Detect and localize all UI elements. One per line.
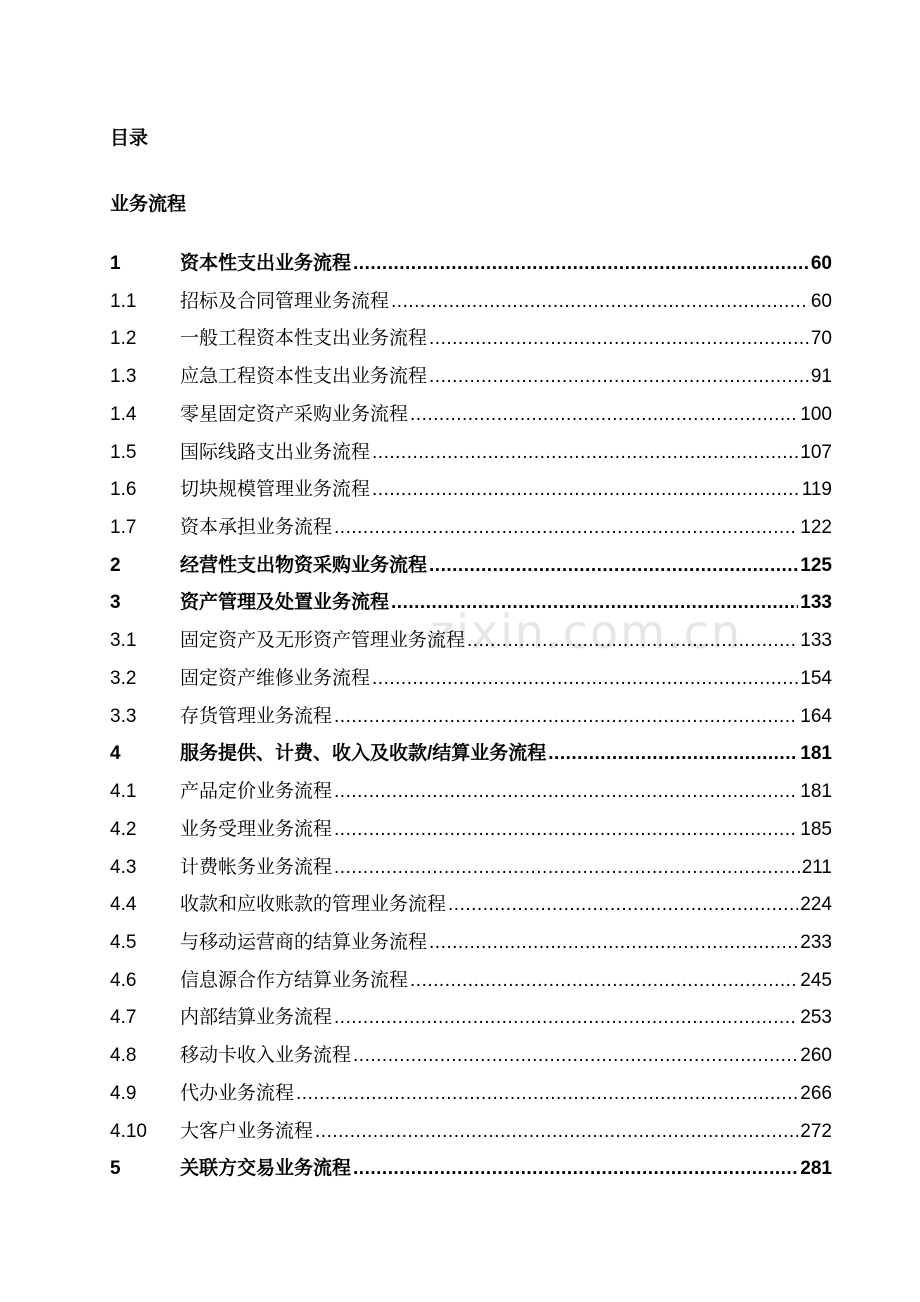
toc-leader-dots bbox=[391, 283, 809, 321]
toc-entry[interactable] bbox=[110, 396, 832, 434]
toc-entry-label: 国际线路支出业务流程 bbox=[180, 441, 371, 463]
toc-entry-label: 资本性支出业务流程 bbox=[180, 253, 352, 274]
toc-entry-page-number: 125 bbox=[800, 554, 832, 576]
toc-entry-page-number: 181 bbox=[800, 743, 832, 765]
toc-leader-dots bbox=[548, 735, 798, 773]
toc-entry-label: 信息源合作方结算业务流程 bbox=[180, 969, 409, 991]
toc-entry-label: 业务受理业务流程 bbox=[180, 818, 333, 840]
toc-entry-page-number: 60 bbox=[810, 253, 832, 274]
toc-entry[interactable] bbox=[110, 886, 832, 924]
toc-leader-dots bbox=[410, 396, 798, 434]
toc-entry-label: 产品定价业务流程 bbox=[180, 781, 333, 803]
toc-entry[interactable] bbox=[110, 811, 832, 849]
toc-entry-label: 招标及合同管理业务流程 bbox=[180, 290, 390, 312]
toc-leader-dots bbox=[334, 509, 798, 547]
toc-entry-number: 4.6 bbox=[110, 969, 137, 991]
toc-entry-page-number: 185 bbox=[800, 818, 832, 840]
toc-entry[interactable] bbox=[110, 320, 832, 358]
toc-entry-page-number: 266 bbox=[800, 1082, 832, 1104]
toc-entry-label: 零星固定资产采购业务流程 bbox=[180, 403, 409, 425]
toc-leader-dots bbox=[334, 999, 798, 1037]
toc-entry-label: 经营性支出物资采购业务流程 bbox=[180, 554, 428, 576]
toc-entry[interactable] bbox=[110, 735, 832, 773]
toc-entry[interactable] bbox=[110, 849, 832, 887]
toc-entry-label: 计费帐务业务流程 bbox=[180, 856, 333, 878]
toc-entry-label: 固定资产及无形资产管理业务流程 bbox=[180, 630, 466, 652]
toc-entry-label: 收款和应收账款的管理业务流程 bbox=[180, 894, 447, 916]
toc-entry-page-number: 253 bbox=[800, 1007, 832, 1029]
toc-entry[interactable] bbox=[110, 1037, 832, 1075]
toc-entry-number: 4.5 bbox=[110, 931, 137, 953]
toc-leader-dots bbox=[353, 1150, 798, 1188]
toc-entry[interactable] bbox=[110, 660, 832, 698]
toc-entry-number: 4 bbox=[110, 743, 121, 765]
toc-leader-dots bbox=[448, 886, 798, 924]
toc-entry-page-number: 260 bbox=[800, 1045, 832, 1067]
toc-entry-label: 移动卡收入业务流程 bbox=[180, 1045, 352, 1067]
toc-entry[interactable] bbox=[110, 283, 832, 321]
toc-entry-page-number: 122 bbox=[800, 517, 832, 539]
toc-entry-page-number: 91 bbox=[810, 366, 832, 388]
toc-entry[interactable] bbox=[110, 924, 832, 962]
toc-entry-page-number: 224 bbox=[800, 894, 832, 916]
toc-leader-dots bbox=[334, 849, 800, 887]
toc-entry-label: 代办业务流程 bbox=[180, 1082, 295, 1104]
toc-entry-number: 4.10 bbox=[110, 1120, 147, 1142]
watermark: zixin.com.cn bbox=[430, 605, 743, 659]
toc-leader-dots bbox=[429, 547, 798, 585]
section-title: 业务流程 bbox=[110, 194, 187, 215]
toc-entry-number: 3.3 bbox=[110, 705, 137, 727]
toc-leader-dots bbox=[372, 434, 798, 472]
toc-leader-dots bbox=[315, 1113, 798, 1151]
toc-entry-number: 1 bbox=[110, 253, 121, 274]
toc-leader-dots bbox=[429, 924, 798, 962]
toc-entry-number: 1.1 bbox=[110, 290, 137, 312]
toc-entry-label: 资本承担业务流程 bbox=[180, 517, 333, 539]
toc-entry-number: 1.4 bbox=[110, 403, 137, 425]
toc-entry-label: 存货管理业务流程 bbox=[180, 705, 333, 727]
toc-entry-number: 3.1 bbox=[110, 630, 137, 652]
toc-entry-number: 4.8 bbox=[110, 1045, 137, 1067]
toc-entry[interactable] bbox=[110, 245, 832, 283]
toc-entry-label: 与移动运营商的结算业务流程 bbox=[180, 931, 428, 953]
toc-entry-number: 3 bbox=[110, 592, 121, 614]
toc-entry-number: 4.7 bbox=[110, 1007, 137, 1029]
toc-entry[interactable] bbox=[110, 1150, 832, 1188]
toc-entry-number: 4.9 bbox=[110, 1082, 137, 1104]
toc-leader-dots bbox=[353, 1037, 798, 1075]
toc-entry-label: 服务提供、计费、收入及收款/结算业务流程 bbox=[180, 743, 547, 765]
toc-entry-page-number: 211 bbox=[801, 856, 832, 878]
toc-entry-page-number: 107 bbox=[800, 441, 832, 463]
toc-entry-page-number: 281 bbox=[800, 1158, 832, 1180]
toc-entry[interactable] bbox=[110, 622, 832, 660]
toc-entry-page-number: 60 bbox=[810, 290, 832, 312]
toc-entry-label: 固定资产维修业务流程 bbox=[180, 667, 371, 689]
toc-leader-dots bbox=[372, 471, 800, 509]
toc-entry[interactable] bbox=[110, 434, 832, 472]
toc-entry-number: 4.1 bbox=[110, 781, 137, 803]
toc-leader-dots bbox=[353, 245, 809, 283]
toc-entry[interactable] bbox=[110, 698, 832, 736]
toc-leader-dots bbox=[429, 320, 809, 358]
toc-entry-number: 4.3 bbox=[110, 856, 137, 878]
toc-entry[interactable] bbox=[110, 1075, 832, 1113]
toc-entry-page-number: 133 bbox=[800, 592, 832, 614]
toc-entry-label: 切块规模管理业务流程 bbox=[180, 479, 371, 501]
toc-entry[interactable] bbox=[110, 773, 832, 811]
toc-entry[interactable] bbox=[110, 1113, 832, 1151]
toc-title: 目录 bbox=[110, 128, 149, 149]
toc-leader-dots bbox=[429, 358, 809, 396]
toc-entry-label: 资产管理及处置业务流程 bbox=[180, 592, 390, 614]
toc-entry-label: 关联方交易业务流程 bbox=[180, 1158, 352, 1180]
toc-entry-page-number: 164 bbox=[800, 705, 832, 727]
toc-leader-dots bbox=[334, 698, 798, 736]
toc-entry-number: 4.4 bbox=[110, 894, 137, 916]
toc-leader-dots bbox=[296, 1075, 798, 1113]
toc-entry-label: 一般工程资本性支出业务流程 bbox=[180, 328, 428, 350]
toc-entry-label: 大客户业务流程 bbox=[180, 1120, 314, 1142]
toc-entry-page-number: 233 bbox=[800, 931, 832, 953]
toc-entry[interactable] bbox=[110, 584, 832, 622]
toc-leader-dots bbox=[410, 962, 798, 1000]
toc-entry[interactable] bbox=[110, 509, 832, 547]
toc-leader-dots bbox=[334, 811, 798, 849]
toc-entry[interactable] bbox=[110, 471, 832, 509]
toc-entry-page-number: 181 bbox=[800, 781, 832, 803]
toc-entry-page-number: 133 bbox=[800, 630, 832, 652]
toc-entry-page-number: 272 bbox=[800, 1120, 832, 1142]
toc-entry-page-number: 119 bbox=[801, 479, 832, 501]
toc-entry-page-number: 245 bbox=[800, 969, 832, 991]
toc-entry[interactable] bbox=[110, 358, 832, 396]
toc-entry-page-number: 154 bbox=[800, 667, 832, 689]
toc-leader-dots bbox=[467, 622, 798, 660]
toc-entry[interactable] bbox=[110, 547, 832, 585]
toc-entry-number: 1.7 bbox=[110, 517, 137, 539]
table-of-contents bbox=[110, 245, 832, 1188]
toc-entry-label: 内部结算业务流程 bbox=[180, 1007, 333, 1029]
toc-entry-number: 1.3 bbox=[110, 366, 137, 388]
toc-entry-page-number: 100 bbox=[800, 403, 832, 425]
toc-entry[interactable] bbox=[110, 999, 832, 1037]
toc-entry-number: 4.2 bbox=[110, 818, 137, 840]
toc-leader-dots bbox=[372, 660, 798, 698]
toc-entry[interactable] bbox=[110, 962, 832, 1000]
toc-entry-number: 5 bbox=[110, 1158, 121, 1180]
toc-leader-dots bbox=[391, 584, 798, 622]
toc-entry-number: 1.5 bbox=[110, 441, 137, 463]
toc-entry-label: 应急工程资本性支出业务流程 bbox=[180, 366, 428, 388]
toc-leader-dots bbox=[334, 773, 798, 811]
toc-entry-number: 1.6 bbox=[110, 479, 137, 501]
toc-entry-number: 1.2 bbox=[110, 328, 137, 350]
toc-entry-number: 2 bbox=[110, 554, 121, 576]
toc-entry-page-number: 70 bbox=[810, 328, 832, 350]
toc-entry-number: 3.2 bbox=[110, 667, 137, 689]
